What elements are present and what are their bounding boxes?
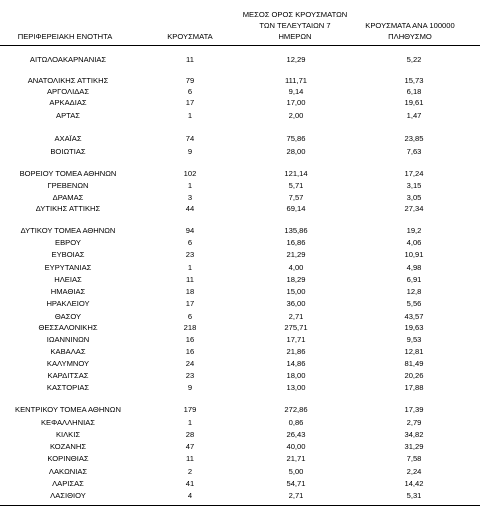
table-row	[0, 146, 480, 158]
cell-region: ΚΑΡΔΙΤΣΑΣ	[47, 371, 89, 380]
cell-per-100k: 43,57	[404, 312, 424, 321]
cell-cases: 6	[187, 238, 193, 247]
cell-cases: 4	[187, 491, 193, 500]
cell-region: ΚΙΛΚΙΣ	[55, 430, 81, 439]
table-row	[0, 237, 480, 249]
cell-region: ΚΟΡΙΝΘΙΑΣ	[47, 454, 89, 463]
cell-per-100k: 6,91	[406, 275, 422, 284]
table-row	[0, 370, 480, 382]
cell-region: ΚΕΝΤΡΙΚΟΥ ΤΟΜΕΑ ΑΘΗΝΩΝ	[15, 405, 121, 414]
cell-cases: 41	[185, 479, 195, 488]
cell-cases: 23	[185, 250, 195, 259]
cell-cases: 1	[187, 181, 193, 190]
cell-per-100k: 81,49	[404, 359, 424, 368]
header-cases: ΚΡΟΥΣΜΑΤΑ	[167, 32, 213, 41]
cell-per-100k: 17,88	[404, 383, 424, 392]
cell-per-100k: 12,81	[404, 347, 424, 356]
cell-region: ΙΩΑΝΝΙΝΩΝ	[46, 335, 90, 344]
cell-region: ΚΑΣΤΟΡΙΑΣ	[46, 383, 90, 392]
cell-per-100k: 9,53	[406, 335, 422, 344]
cell-average: 2,00	[288, 111, 304, 120]
cell-average: 0,86	[288, 418, 304, 427]
cell-cases: 9	[187, 383, 193, 392]
table-row	[0, 358, 480, 370]
cell-per-100k: 17,24	[404, 169, 424, 178]
table-row	[0, 346, 480, 358]
cell-average: 16,86	[286, 238, 306, 247]
cell-cases: 218	[183, 323, 197, 332]
cell-per-100k: 5,56	[406, 299, 422, 308]
cell-region: ΔΥΤΙΚΟΥ ΤΟΜΕΑ ΑΘΗΝΩΝ	[20, 226, 116, 235]
cell-per-100k: 3,15	[406, 181, 422, 190]
table-row	[0, 334, 480, 346]
cell-per-100k: 19,61	[404, 98, 424, 107]
cell-per-100k: 17,39	[404, 405, 424, 414]
cell-per-100k: 23,85	[404, 134, 424, 143]
table-row	[0, 97, 480, 109]
cell-average: 7,57	[288, 193, 304, 202]
cell-cases: 9	[187, 147, 193, 156]
cell-region: ΑΝΑΤΟΛΙΚΗΣ ΑΤΤΙΚΗΣ	[27, 76, 109, 85]
cell-region: ΛΑΚΩΝΙΑΣ	[48, 467, 88, 476]
cell-region: ΚΑΛΥΜΝΟΥ	[46, 359, 90, 368]
table-row	[0, 110, 480, 122]
cell-average: 18,29	[286, 275, 306, 284]
cell-cases: 24	[185, 359, 195, 368]
cell-average: 14,86	[286, 359, 306, 368]
cell-region: ΚΟΖΑΝΗΣ	[49, 442, 87, 451]
cell-average: 2,71	[288, 312, 304, 321]
cell-region: ΗΡΑΚΛΕΙΟΥ	[46, 299, 90, 308]
cell-region: ΑΡΓΟΛΙΔΑΣ	[46, 87, 90, 96]
cell-region: ΔΥΤΙΚΗΣ ΑΤΤΙΚΗΣ	[35, 204, 101, 213]
table-row	[0, 441, 480, 453]
cell-region: ΓΡΕΒΕΝΩΝ	[47, 181, 89, 190]
header-average-line3: ΗΜΕΡΩΝ	[278, 32, 312, 41]
cell-per-100k: 27,34	[404, 204, 424, 213]
header-per-100k-line2: ΠΛΗΘΥΣΜΟ	[388, 32, 432, 41]
table-row	[0, 382, 480, 394]
cell-average: 121,14	[284, 169, 308, 178]
cell-average: 5,00	[288, 467, 304, 476]
cell-per-100k: 2,79	[406, 418, 422, 427]
cell-average: 28,00	[286, 147, 306, 156]
cell-region: ΘΑΣΟΥ	[54, 312, 82, 321]
table-row	[0, 54, 480, 66]
cell-region: ΚΕΦΑΛΛΗΝΙΑΣ	[40, 418, 96, 427]
table-row	[0, 298, 480, 310]
cell-cases: 179	[183, 405, 197, 414]
cell-average: 272,86	[284, 405, 308, 414]
cell-cases: 6	[187, 87, 193, 96]
cell-region: ΒΟΡΕΙΟΥ ΤΟΜΕΑ ΑΘΗΝΩΝ	[19, 169, 117, 178]
cell-per-100k: 5,31	[406, 491, 422, 500]
cell-per-100k: 7,58	[406, 454, 422, 463]
cell-average: 9,14	[288, 87, 304, 96]
cell-average: 21,29	[286, 250, 306, 259]
cell-per-100k: 14,42	[404, 479, 424, 488]
cell-average: 69,14	[286, 204, 306, 213]
cell-cases: 18	[185, 287, 195, 296]
cell-per-100k: 10,91	[404, 250, 424, 259]
cell-region: ΛΑΣΙΘΙΟΥ	[50, 491, 86, 500]
cell-average: 2,71	[288, 491, 304, 500]
cell-region: ΔΡΑΜΑΣ	[52, 193, 84, 202]
table-row	[0, 133, 480, 145]
cell-cases: 23	[185, 371, 195, 380]
cell-per-100k: 3,05	[406, 193, 422, 202]
cell-region: ΒΟΙΩΤΙΑΣ	[50, 147, 86, 156]
table-row	[0, 168, 480, 180]
table-row	[0, 404, 480, 416]
cell-region: ΕΒΡΟΥ	[55, 238, 81, 247]
cell-per-100k: 4,98	[406, 263, 422, 272]
cell-average: 4,00	[288, 263, 304, 272]
cell-per-100k: 2,24	[406, 467, 422, 476]
cell-per-100k: 4,06	[406, 238, 422, 247]
cell-per-100k: 19,2	[406, 226, 422, 235]
table-row	[0, 180, 480, 192]
cell-cases: 17	[185, 299, 195, 308]
table-row	[0, 429, 480, 441]
cell-cases: 6	[187, 312, 193, 321]
cell-region: ΑΡΤΑΣ	[56, 111, 80, 120]
cell-cases: 16	[185, 347, 195, 356]
cell-average: 40,00	[286, 442, 306, 451]
cell-average: 17,71	[286, 335, 306, 344]
cell-cases: 74	[185, 134, 195, 143]
cell-region: ΗΜΑΘΙΑΣ	[50, 287, 86, 296]
cell-average: 54,71	[286, 479, 306, 488]
cell-region: ΑΙΤΩΛΟΑΚΑΡΝΑΝΙΑΣ	[29, 55, 107, 64]
cell-average: 18,00	[286, 371, 306, 380]
cell-cases: 11	[186, 275, 194, 284]
table-row	[0, 225, 480, 237]
cell-cases: 11	[186, 55, 194, 64]
cell-average: 26,43	[286, 430, 306, 439]
cell-region: ΘΕΣΣΑΛΟΝΙΚΗΣ	[38, 323, 98, 332]
cell-cases: 1	[187, 418, 193, 427]
cell-cases: 16	[185, 335, 195, 344]
cell-region: ΚΑΒΑΛΑΣ	[50, 347, 86, 356]
cell-cases: 1	[187, 263, 193, 272]
cell-average: 17,00	[286, 98, 306, 107]
header-per-100k-line1: ΚΡΟΥΣΜΑΤΑ ΑΝΑ 100000	[365, 21, 455, 30]
table-row	[0, 262, 480, 274]
cell-average: 13,00	[286, 383, 306, 392]
cell-region: ΗΛΕΙΑΣ	[54, 275, 82, 284]
cell-average: 75,86	[286, 134, 306, 143]
cell-region: ΕΥΡΥΤΑΝΙΑΣ	[44, 263, 92, 272]
table-row	[0, 286, 480, 298]
header-average-line2: ΤΩΝ ΤΕΛΕΥΤΑΙΩΝ 7	[259, 21, 331, 30]
cell-cases: 1	[187, 111, 193, 120]
cell-average: 135,86	[284, 226, 308, 235]
table-row	[0, 322, 480, 334]
cell-average: 12,29	[286, 55, 306, 64]
table-row	[0, 490, 480, 502]
cell-per-100k: 6,18	[406, 87, 422, 96]
cell-per-100k: 20,26	[404, 371, 424, 380]
cell-cases: 44	[185, 204, 195, 213]
cell-cases: 102	[183, 169, 197, 178]
header-average-line1: ΜΕΣΟΣ ΟΡΟΣ ΚΡΟΥΣΜΑΤΩΝ	[242, 10, 348, 19]
cell-cases: 79	[185, 76, 195, 85]
cell-average: 15,00	[286, 287, 306, 296]
table-row	[0, 417, 480, 429]
table-row	[0, 453, 480, 465]
cell-per-100k: 15,73	[404, 76, 424, 85]
cell-region: ΛΑΡΙΣΑΣ	[52, 479, 84, 488]
cell-per-100k: 31,29	[404, 442, 424, 451]
table-row	[0, 274, 480, 286]
cell-per-100k: 1,47	[406, 111, 422, 120]
cell-cases: 11	[186, 454, 194, 463]
cell-per-100k: 12,8	[406, 287, 422, 296]
table-row	[0, 249, 480, 261]
cell-region: ΑΧΑΪΑΣ	[54, 134, 82, 143]
cell-per-100k: 34,82	[404, 430, 424, 439]
cell-cases: 3	[187, 193, 193, 202]
cell-average: 36,00	[286, 299, 306, 308]
cell-region: ΕΥΒΟΙΑΣ	[51, 250, 85, 259]
table-row	[0, 466, 480, 478]
cell-average: 21,86	[286, 347, 306, 356]
cell-cases: 28	[185, 430, 195, 439]
table-row	[0, 203, 480, 215]
cell-per-100k: 5,22	[406, 55, 422, 64]
cell-region: ΑΡΚΑΔΙΑΣ	[49, 98, 87, 107]
cell-cases: 94	[185, 226, 195, 235]
header-region: ΠΕΡΙΦΕΡΕΙΑΚΗ ΕΝΟΤΗΤΑ	[17, 32, 113, 41]
cell-per-100k: 19,63	[404, 323, 424, 332]
cell-per-100k: 7,63	[406, 147, 422, 156]
cell-cases: 2	[187, 467, 193, 476]
cell-average: 111,71	[284, 76, 308, 85]
cell-average: 275,71	[284, 323, 308, 332]
cell-average: 21,71	[286, 454, 306, 463]
cell-cases: 47	[185, 442, 195, 451]
cell-average: 5,71	[288, 181, 304, 190]
table-row	[0, 478, 480, 490]
cell-cases: 17	[185, 98, 195, 107]
